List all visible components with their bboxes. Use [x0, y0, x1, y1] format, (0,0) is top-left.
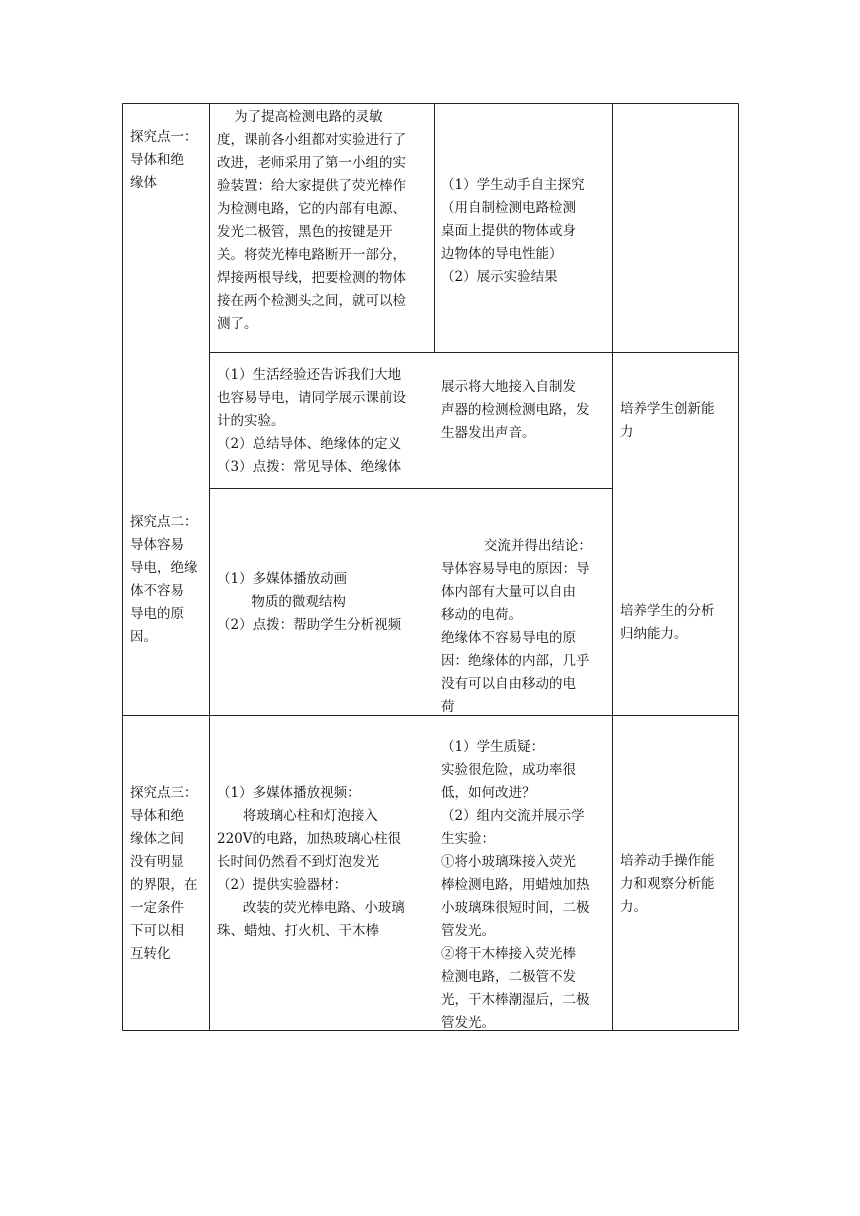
cell-line: （2）组内交流并展示学	[441, 808, 585, 824]
cell-line: （1）学生动手自主探究	[441, 177, 585, 193]
cell-line: 探究点一：	[130, 129, 198, 145]
cell-line: 缘体	[130, 175, 157, 191]
cell-line: 移动的电荷。	[441, 607, 522, 623]
cell-line: ①将小玻璃珠接入荧光	[441, 854, 576, 870]
cell-line: 生实验：	[441, 831, 495, 847]
cell-line: 改装的荧光棒电路、小玻璃	[217, 900, 405, 916]
cell-line: 计的实验。	[217, 413, 285, 429]
cell-line: 培养学生的分析	[620, 603, 715, 619]
cell-line: 导体和绝	[130, 808, 184, 824]
cell-line: 导体和绝	[130, 152, 184, 168]
cell-line: 没有明显	[130, 854, 184, 870]
row2-teacher-cell	[217, 364, 431, 479]
cell-line: 小玻璃珠很短时间，二极	[441, 900, 590, 916]
cell-line: 导体容易导电的原因：导	[441, 561, 590, 577]
cell-line: 展示将大地接入自制发	[441, 379, 576, 395]
cell-line: 体内部有大量可以自由	[441, 584, 576, 600]
cell-line: 测了。	[217, 316, 258, 332]
cell-line: 焊接两根导线，把要检测的物体	[217, 270, 406, 286]
cell-line: ②将干木棒接入荧光棒	[441, 946, 576, 962]
cell-line: 生器发出声音。	[441, 425, 536, 441]
cell-line: 缘体之间	[130, 831, 184, 847]
cell-line: 导电的原	[130, 606, 184, 622]
cell-line: （3）点拨：常见导体、绝缘体	[217, 459, 402, 475]
cell-line: 低，如何改进？	[441, 785, 536, 801]
cell-line: （用自制检测电路检测	[441, 200, 576, 216]
cell-line: 棒检测电路，用蜡烛加热	[441, 877, 590, 893]
row1-label-cell	[130, 126, 204, 195]
cell-line: 珠、蜡烛、打火机、干木棒	[217, 923, 379, 939]
cell-line: 导电，绝缘	[130, 560, 198, 576]
cell-line: 力。	[620, 899, 647, 915]
cell-line: 220V的电路，加热玻璃心柱很	[217, 831, 402, 847]
row1-teacher-cell	[217, 106, 431, 336]
row2-student-cell	[441, 376, 609, 445]
cell-line: 实验很危险，成功率很	[441, 762, 576, 778]
cell-line: 管发光。	[441, 923, 495, 939]
cell-line: （1）多媒体播放视频：	[217, 785, 361, 801]
cell-line: 的界限，在	[130, 877, 198, 893]
row3-student-cell	[441, 535, 609, 719]
cell-line: 培养动手操作能	[620, 853, 715, 869]
cell-line: 验装置：给大家提供了荧光棒作	[217, 178, 406, 194]
row1-student-cell	[441, 174, 609, 289]
cell-line: 没有可以自由移动的电	[441, 676, 576, 692]
cell-line: 物质的微观结构	[217, 594, 346, 610]
cell-line: 探究点二：	[130, 514, 198, 530]
cell-line: 边物体的导电性能）	[441, 246, 563, 262]
row4-intent-cell	[620, 850, 734, 919]
cell-line: 也容易导电，请同学展示课前设	[217, 390, 406, 406]
cell-line: 力	[620, 424, 634, 440]
cell-line: （2）展示实验结果	[441, 269, 558, 285]
cell-line: 发光二极管，黑色的按键是开	[217, 224, 393, 240]
row2-intent-cell	[620, 398, 734, 444]
cell-line: 导体容易	[130, 537, 184, 553]
cell-line: 一定条件	[130, 900, 184, 916]
cell-line: （1）多媒体播放动画	[217, 571, 348, 587]
cell-line: （2）总结导体、绝缘体的定义	[217, 436, 402, 452]
cell-line: （2）点拨：帮助学生分析视频	[217, 617, 402, 633]
cell-line: 下可以相	[130, 923, 184, 939]
row4-label-cell	[130, 782, 204, 966]
cell-line: 因：绝缘体的内部，几乎	[441, 653, 590, 669]
cell-line: 为检测电路，它的内部有电源、	[217, 201, 406, 217]
cell-line: 声器的检测检测电路，发	[441, 402, 590, 418]
cell-line: 探究点三：	[130, 785, 198, 801]
cell-line: 桌面上提供的物体或身	[441, 223, 576, 239]
cell-line: 交流并得出结论：	[441, 538, 592, 554]
cell-line: 改进，老师采用了第一小组的实	[217, 155, 406, 171]
cell-line: 将玻璃心柱和灯泡接入	[217, 808, 378, 824]
cell-line: 归纳能力。	[620, 626, 688, 642]
cell-line: 荷	[441, 699, 455, 715]
cell-line: 力和观察分析能	[620, 876, 715, 892]
cell-line: 度，课前各小组都对实验进行了	[217, 132, 406, 148]
cell-line: 因。	[130, 629, 157, 645]
cell-line: 体不容易	[130, 583, 184, 599]
cell-line: 检测电路，二极管不发	[441, 969, 576, 985]
cell-line: （2）提供实验器材：	[217, 877, 348, 893]
row3-intent-cell	[620, 600, 734, 646]
cell-line: 管发光。	[441, 1015, 495, 1031]
cell-line: 长时间仍然看不到灯泡发光	[217, 854, 379, 870]
cell-line: 光，干木棒潮湿后，二极	[441, 992, 590, 1008]
cell-line: （1）学生质疑：	[441, 739, 545, 755]
row4-student-cell	[441, 736, 609, 1035]
row4-teacher-cell	[217, 782, 431, 943]
cell-line: （1）生活经验还告诉我们大地	[217, 367, 402, 383]
cell-line: 接在两个检测头之间，就可以检	[217, 293, 406, 309]
row3-teacher-cell	[217, 568, 431, 637]
row3-label-cell	[130, 511, 204, 649]
cell-line: 绝缘体不容易导电的原	[441, 630, 576, 646]
cell-line: 互转化	[130, 946, 171, 962]
cell-line: 关。将荧光棒电路断开一部分，	[217, 247, 406, 263]
cell-line: 培养学生创新能	[620, 401, 715, 417]
cell-line: 为了提高检测电路的灵敏	[217, 109, 383, 125]
